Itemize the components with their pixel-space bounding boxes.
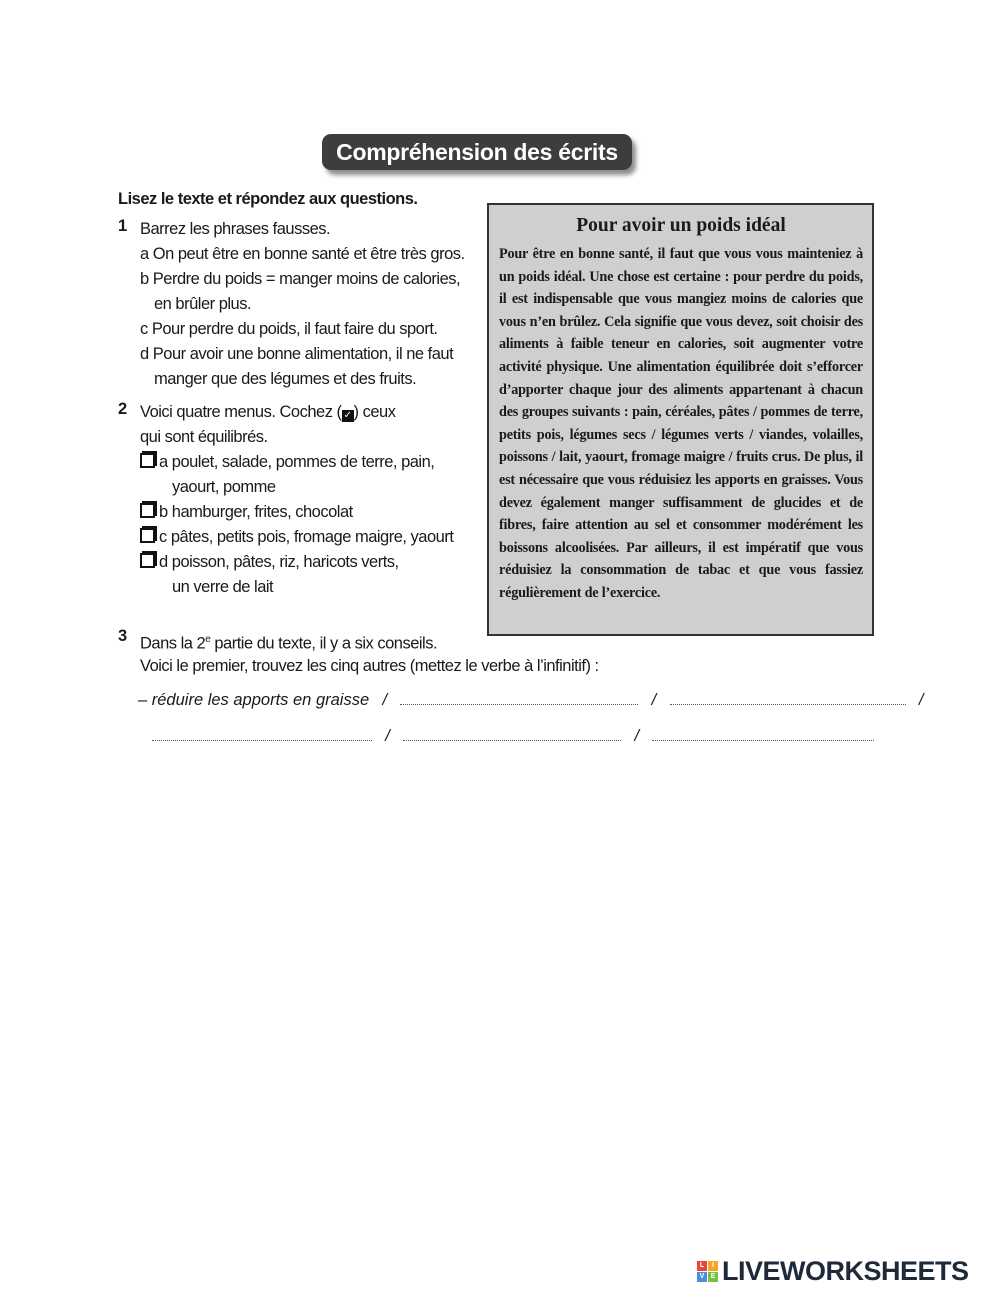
answer-blank-1[interactable] xyxy=(400,690,638,705)
option-text: poisson, pâtes, riz, haricots verts, xyxy=(171,553,399,571)
question-number: 1 xyxy=(118,217,127,235)
option-letter: c xyxy=(159,528,167,546)
prompt-text: partie du texte, il y a six conseils. xyxy=(210,634,438,653)
option-letter: d xyxy=(159,553,168,571)
option-letter: b xyxy=(159,503,168,521)
checkbox-icon[interactable] xyxy=(140,528,155,543)
example-answer: – réduire les apports en graisse xyxy=(138,691,370,709)
question-prompt xyxy=(140,400,488,425)
item-text: Perdre du poids = manger moins de calories, xyxy=(152,270,461,288)
option-text: hamburger, frites, chocolat xyxy=(171,503,353,521)
text-body: Pour être en bonne santé, il faut que vous vous mainteniez à un poids idéal. Une chose est certaine : pour perdre du poids, il est indispensable que vous mangiez moins de calories que vous n’en brûlez. Cela signifie que vous devez, soit choisir des aliments à faible teneur en calories, soit augmenter votre activité physique. Une alimentation équilibrée doit s’efforcer d’apporter chaque jour des aliments appartenant à chacun des groupes suivants : pain, céréales, pâtes / pommes de terre, petits pois, légumes secs / légumes verts / viandes, volailles, poissons / lait, yaourt, fromage maigre / fruits crus. De plus, il est nécessaire que vous réduisiez les apports en graisses. Vous devez également manger suffisamment de glucides et de fibres, faire attention au sel et consommer modérément les boissons alcoolisées. Par ailleurs, il est impératif que vous réduisiez la consommation de tabac et que vous fassiez régulièrement de l’exercice. xyxy=(499,246,863,601)
menu-option-a[interactable] xyxy=(140,450,488,475)
question-number: 2 xyxy=(118,400,127,418)
menu-option-a-continued: yaourt, pomme xyxy=(172,478,276,496)
statement-b[interactable] xyxy=(140,267,488,292)
answer-row-2 xyxy=(152,726,874,746)
separator: / xyxy=(382,691,388,709)
questions-column xyxy=(118,190,488,600)
item-letter: c xyxy=(140,320,148,338)
menu-option-d[interactable] xyxy=(140,550,488,575)
option-text: poulet, salade, pommes de terre, pain, xyxy=(171,453,435,471)
statement-a[interactable] xyxy=(140,242,488,267)
logo-letter: E xyxy=(708,1272,718,1282)
menu-option-c[interactable] xyxy=(140,525,488,550)
item-letter: a xyxy=(140,245,149,263)
statement-c[interactable] xyxy=(140,317,488,342)
answer-row-1 xyxy=(138,690,932,710)
checkbox-icon[interactable] xyxy=(140,453,155,468)
prompt-text: Voici quatre menus. Cochez ( xyxy=(140,403,342,421)
answer-blank-5[interactable] xyxy=(652,726,874,741)
checkbox-icon[interactable] xyxy=(140,503,155,518)
superscript: e xyxy=(205,634,211,645)
question-prompt-line2: qui sont équilibrés. xyxy=(140,428,268,446)
checkbox-icon[interactable] xyxy=(140,553,155,568)
item-letter: b xyxy=(140,270,149,288)
option-letter: a xyxy=(159,453,168,471)
menu-option-b[interactable] xyxy=(140,500,488,525)
question-1 xyxy=(118,217,488,392)
menu-option-d-continued: un verre de lait xyxy=(172,578,274,596)
question-number: 3 xyxy=(118,627,127,645)
separator: / xyxy=(651,691,657,709)
text-title: Pour avoir un poids idéal xyxy=(576,215,786,236)
separator: / xyxy=(385,727,390,745)
question-prompt-line2: Voici le premier, trouvez les cinq autres (mettez le verbe à l’infinitif) : xyxy=(140,657,599,675)
item-text: Pour perdre du poids, il faut faire du sport. xyxy=(151,320,438,338)
question-prompt: Barrez les phrases fausses. xyxy=(140,220,331,238)
statement-d[interactable] xyxy=(140,342,488,367)
statement-b-continued: en brûler plus. xyxy=(154,295,252,313)
liveworksheets-logo xyxy=(697,1253,969,1289)
logo-letter: L xyxy=(697,1261,707,1271)
instruction: Lisez le texte et répondez aux questions. xyxy=(118,190,418,208)
answer-blank-4[interactable] xyxy=(403,726,621,741)
prompt-text: ) ceux xyxy=(353,403,396,421)
item-text: Pour avoir une bonne alimentation, il ne faut xyxy=(152,345,454,363)
answer-blank-2[interactable] xyxy=(670,690,906,705)
logo-text: LIVEWORKSHEETS xyxy=(722,1255,969,1286)
prompt-text: Dans la 2 xyxy=(140,634,206,653)
item-text: On peut être en bonne santé et être très gros. xyxy=(152,245,465,263)
page-title: Compréhension des écrits xyxy=(322,134,632,170)
separator: / xyxy=(634,727,640,745)
question-2 xyxy=(118,400,488,600)
answer-blank-3[interactable] xyxy=(152,726,372,741)
logo-letter: V xyxy=(697,1272,707,1282)
logo-letter: I xyxy=(708,1261,718,1271)
option-text: pâtes, petits pois, fromage maigre, yaourt xyxy=(170,528,454,546)
separator: / xyxy=(918,691,924,709)
reading-text-box xyxy=(487,203,874,636)
logo-icon xyxy=(697,1261,718,1282)
statement-d-continued: manger que des légumes et des fruits. xyxy=(154,370,417,388)
checked-box-icon: ✓ xyxy=(342,410,354,422)
item-letter: d xyxy=(140,345,149,363)
